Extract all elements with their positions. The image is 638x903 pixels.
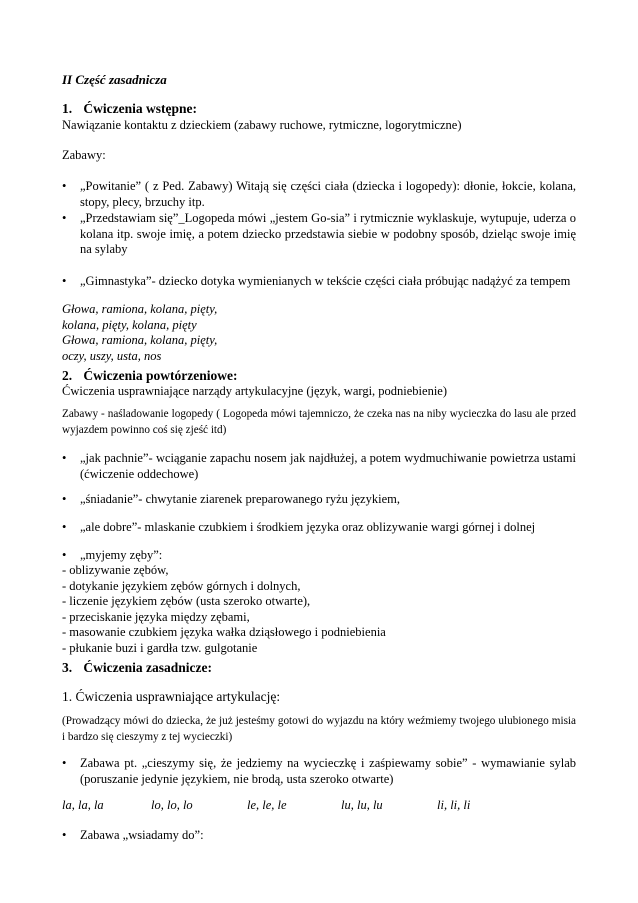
section-3-note: (Prowadzący mówi do dziecka, że już jesteśmy gotowi do wyjazdu na który weźmiemy twojego ulubionego misia i bardzo się cieszymy z tej wycieczki): [62, 715, 576, 743]
list-item-text: „śniadanie”- chwytanie ziarenek preparowanego ryżu językiem,: [80, 492, 400, 506]
syllable-group: la, la, la: [62, 798, 104, 812]
rhyme-line: kolana, pięty, kolana, pięty: [62, 317, 197, 332]
syllable-group: lu, lu, lu: [341, 798, 383, 812]
syllable-group: li, li, li: [437, 798, 471, 812]
syllable-group: le, le, le: [247, 798, 287, 812]
section-2-title: Ćwiczenia powtórzeniowe:: [83, 368, 238, 383]
section-1-intro: Nawiązanie kontaktu z dzieckiem (zabawy ruchowe, rytmiczne, logorytmiczne): [62, 118, 462, 132]
bullet-icon: •: [62, 451, 67, 465]
section-3-subheading: 1. Ćwiczenia usprawniające artykulację:: [62, 689, 281, 704]
dash-list: [62, 563, 576, 656]
section-1-title: Ćwiczenia wstępne:: [83, 101, 197, 116]
bullet-icon: •: [62, 548, 67, 562]
section-3-title: Ćwiczenia zasadnicze:: [83, 660, 212, 675]
section-1-number: 1.: [62, 101, 73, 116]
list-item: [62, 451, 576, 482]
list-item: [62, 548, 576, 564]
bullet-icon: •: [62, 274, 67, 288]
dash-item: - masowanie czubkiem języka wałka dziąsłowego i podniebienia: [62, 625, 386, 639]
section-2-note: Zabawy - naśladowanie logopedy ( Logopeda mówi tajemniczo, że czeka nas na niby wycieczka do lasu ale przed wyjazdem powinno coś się zjeść itd): [62, 408, 576, 436]
rhyme-line: Głowa, ramiona, kolana, pięty,: [62, 302, 218, 316]
list-item: [62, 828, 576, 844]
dash-item: - przeciskanie języka między zębami,: [62, 609, 250, 624]
list-item-text: „jak pachnie”- wciąganie zapachu nosem jak najdłużej, a potem wydmuchiwanie powietrza ustami (ćwiczenie oddechowe): [80, 451, 576, 481]
dash-item: - dotykanie językiem zębów górnych i dolnych,: [62, 578, 301, 593]
list-item: [62, 274, 576, 290]
rhyme-line: Głowa, ramiona, kolana, pięty,: [62, 333, 218, 347]
list-item-text: Zabawa pt. „cieszymy się, że jedziemy na wycieczkę i zaśpiewamy sobie” - wymawianie sylab (poruszanie jedynie językiem, nie brodą, usta szeroko otwarte): [80, 756, 576, 786]
list-item-text: „Gimnastyka”- dziecko dotyka wymienianych w tekście części ciała próbując nadążyć za tempem: [80, 274, 571, 288]
dash-item: - płukanie buzi i gardła tzw. gulgotanie: [62, 640, 258, 655]
section-3-heading: [62, 660, 576, 676]
games-label: Zabawy:: [62, 148, 106, 162]
section-2-heading: [62, 368, 576, 384]
bullet-icon: •: [62, 828, 67, 842]
section-2-intro: Ćwiczenia usprawniające narządy artykulacyjne (język, wargi, podniebienie): [62, 384, 448, 398]
list-item: [62, 211, 576, 258]
syllable-group: lo, lo, lo: [151, 798, 193, 812]
dash-item: - liczenie językiem zębów (usta szeroko otwarte),: [62, 594, 311, 608]
section-1-heading: [62, 101, 576, 117]
bullet-icon: •: [62, 756, 67, 770]
bullet-icon: •: [62, 211, 67, 225]
dash-item: - oblizywanie zębów,: [62, 563, 169, 577]
list-item: [62, 492, 576, 508]
list-item: [62, 520, 576, 536]
bullet-icon: •: [62, 492, 67, 506]
bullet-icon: •: [62, 520, 67, 534]
list-item-text: „Powitanie” ( z Ped. Zabawy) Witają się części ciała (dziecka i logopedy): dłonie, łokcie, kolana, stopy, plecy, brzuchy itp.: [80, 179, 576, 209]
rhyme-line: oczy, uszy, usta, nos: [62, 348, 162, 363]
list-item-text: „ale dobre”- mlaskanie czubkiem i środkiem języka oraz oblizywanie wargi górnej i dolnej: [80, 520, 536, 534]
section-2-number: 2.: [62, 368, 73, 383]
rhyme: [62, 302, 576, 364]
list-item-text: „myjemy zęby”:: [80, 548, 163, 562]
list-item-text: „Przedstawiam się”_Logopeda mówi „jestem Go-sia” i rytmicznie wyklaskuje, wytupuje, uderza o kolana itp. swoje imię, a potem dziecko przedstawia siebie w podobny sposób, dzieląc swoje imię na sylaby: [80, 211, 576, 256]
list-item-text: Zabawa „wsiadamy do”:: [80, 828, 204, 842]
list-item: [62, 179, 576, 210]
part-title: II Część zasadnicza: [62, 72, 167, 87]
section-3-number: 3.: [62, 660, 73, 675]
list-item: [62, 756, 576, 787]
bullet-icon: •: [62, 179, 67, 193]
